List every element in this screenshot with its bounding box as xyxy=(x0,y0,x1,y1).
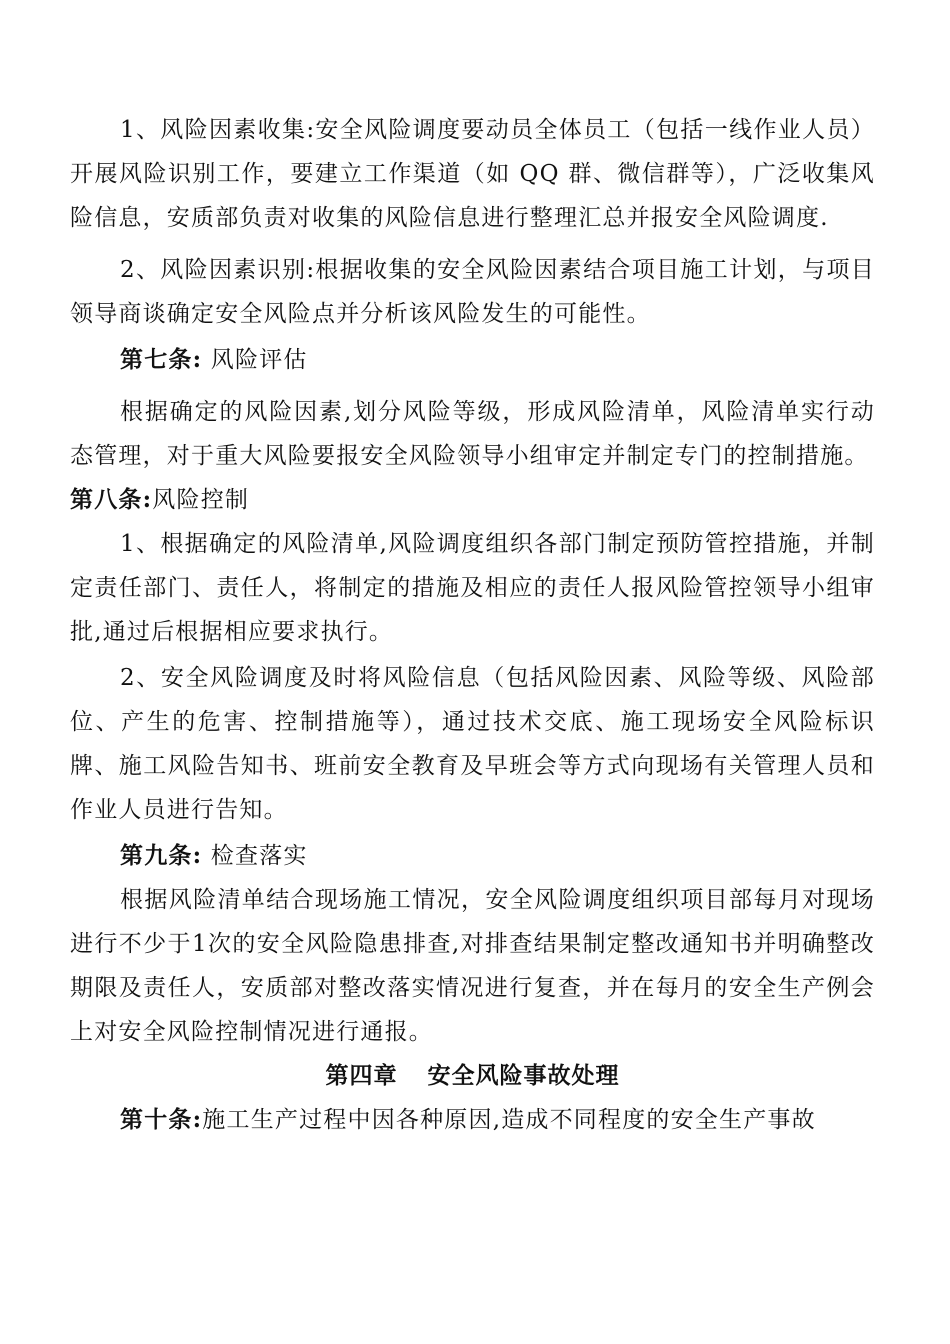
article-10-paragraph xyxy=(70,1098,875,1142)
paragraph-risk-control-2: 2、安全风险调度及时将风险信息（包括风险因素、风险等级、风险部位、产生的危害、控制措施等），通过技术交底、施工现场安全风险标识牌、施工风险告知书、班前安全教育及早班会等方式向现场有关管理人员和作业人员进行告知。 xyxy=(70,665,875,823)
article-10-label: 第十条: xyxy=(120,1106,203,1133)
article-9-title: 检查落实 xyxy=(202,843,308,869)
article-9-label: 第九条: xyxy=(120,842,203,869)
article-7-label: 第七条: xyxy=(120,346,203,373)
article-7-title: 风险评估 xyxy=(202,347,308,373)
chapter-number: 第四章 xyxy=(325,1062,398,1089)
paragraph-risk-assessment: 根据确定的风险因素,划分风险等级，形成风险清单，风险清单实行动态管理，对于重大风险要报安全风险领导小组审定并制定专门的控制措施。 xyxy=(70,399,875,469)
paragraph-inspection: 根据风险清单结合现场施工情况，安全风险调度组织项目部每月对现场进行不少于1次的安全风险隐患排查,对排查结果制定整改通知书并明确整改期限及责任人，安质部对整改落实情况进行复查，并在每月的安全生产例会上对安全风险控制情况进行通报。 xyxy=(70,887,875,1045)
chapter-4-heading xyxy=(70,1054,875,1098)
article-8-title: 风险控制 xyxy=(152,487,250,513)
article-7-heading xyxy=(70,338,875,382)
paragraph-risk-identification: 2、风险因素识别:根据收集的安全风险因素结合项目施工计划，与项目领导商谈确定安全风险点并分析该风险发生的可能性。 xyxy=(70,257,875,327)
article-10-text: 施工生产过程中因各种原因,造成不同程度的安全生产事故 xyxy=(202,1107,816,1133)
chapter-title: 安全风险事故处理 xyxy=(427,1062,620,1089)
article-8-label: 第八条: xyxy=(70,486,153,513)
paragraph-risk-control-1: 1、根据确定的风险清单,风险调度组织各部门制定预防管控措施，并制定责任部门、责任人，将制定的措施及相应的责任人报风险管控领导小组审批,通过后根据相应要求执行。 xyxy=(70,531,875,645)
article-8-heading xyxy=(70,478,875,522)
document-page xyxy=(70,108,875,1142)
paragraph-risk-collection: 1、风险因素收集:安全风险调度要动员全体员工（包括一线作业人员）开展风险识别工作，要建立工作渠道（如 QQ 群、微信群等），广泛收集风险信息，安质部负责对收集的风险信息进行整理汇总并报安全风险调度. xyxy=(70,117,875,231)
article-9-heading xyxy=(70,834,875,878)
